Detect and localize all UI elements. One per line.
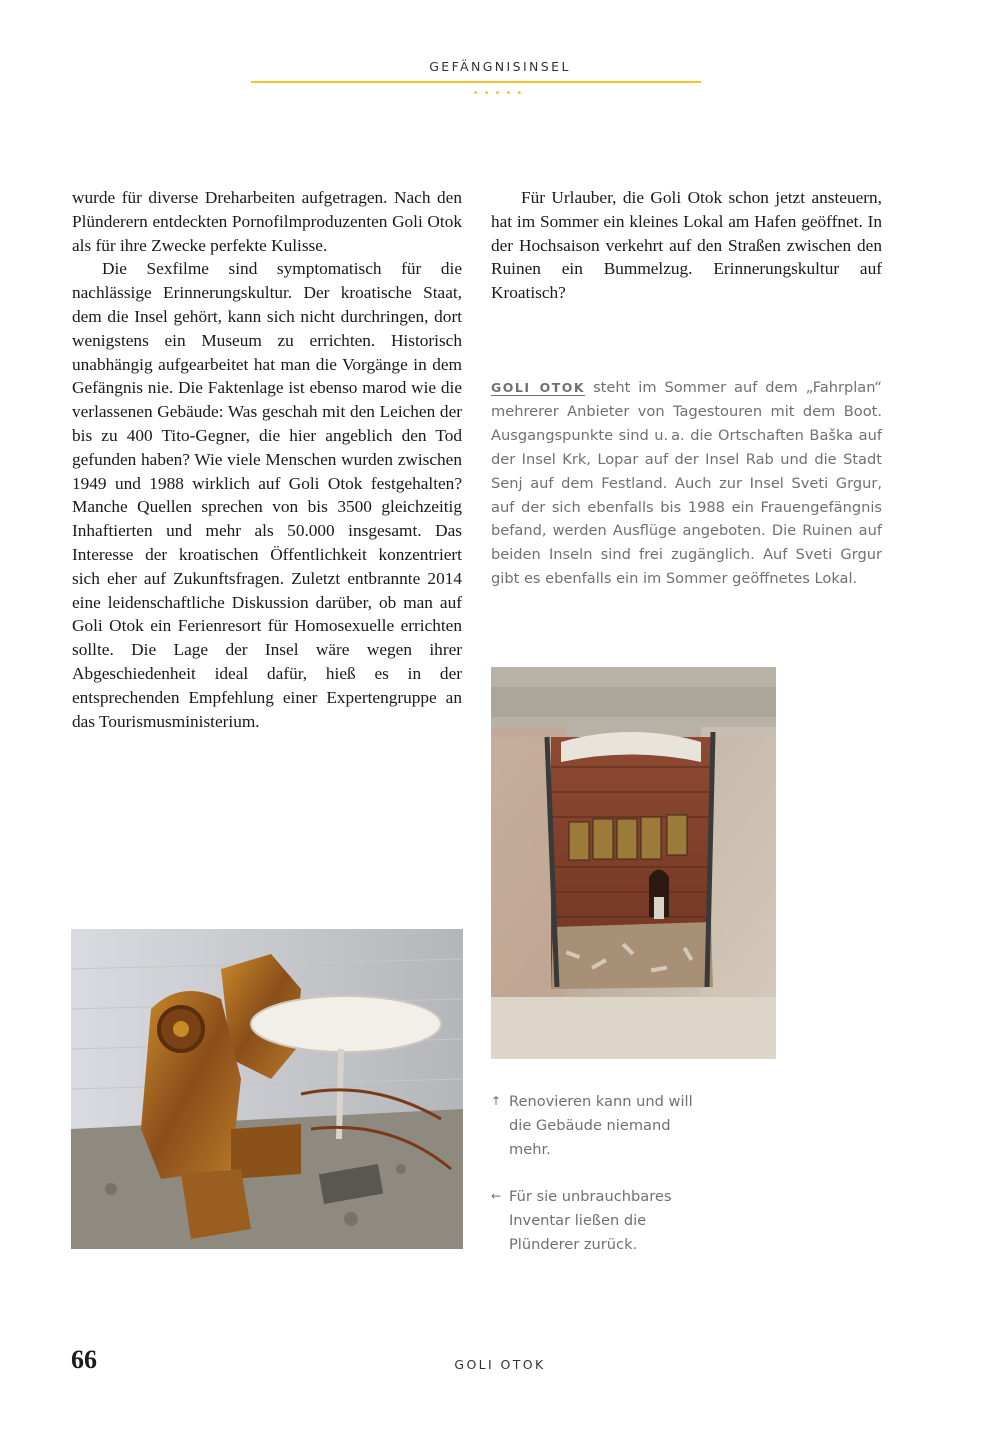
caption-1 xyxy=(491,1090,711,1162)
photo-rusty-chair xyxy=(71,929,463,1249)
header-dots: ••••• xyxy=(472,88,528,99)
info-text: steht im Sommer auf dem „Fahrplan“ mehrerer Anbieter von Tagestouren mit dem Boot. Ausgangspunkte sind u. a. die Ortschaften Baška auf der Insel Krk, Lopar auf der Insel Rab und die Stadt Senj auf dem Festland. Auch zur Insel Sveti Grgur, auf der sich ebenfalls bis 1988 ein Frauengefängnis befand, werden Ausflüge angeboten. Die Ruinen auf beiden Inseln sind frei zugänglich. Auf Sveti Grgur gibt es ebenfalls ein im Sommer geöffnetes Lokal. xyxy=(491,379,882,588)
header-rule xyxy=(251,81,701,83)
body-column-right xyxy=(491,186,882,305)
caption-text: Für sie unbrauchbares Inventar ließen die Plünderer zurück. xyxy=(509,1188,672,1253)
arrow-left-icon: ← xyxy=(491,1189,502,1203)
photo-brick-niche-image xyxy=(491,667,776,1059)
caption-text: Renovieren kann und will die Gebäude niemand mehr. xyxy=(509,1093,693,1158)
info-lead: GOLI OTOK xyxy=(491,380,586,395)
running-header: GEFÄNGNISINSEL xyxy=(429,59,571,74)
info-paragraph xyxy=(491,376,882,591)
paragraph: Die Sexfilme sind symptomatisch für die nachlässige Erinnerungskultur. Der kroatische Staat, dem die Insel gehört, kann sich nicht durchringen, dort wenigstens ein Museum zu errichten. Historisch unabhängig aufgearbeitet hat man die Vorgänge in dem Gefängnis nie. Die Faktenlage ist ebenso marod wie die verlassenen Gebäude: Was geschah mit den Leichen der bis zu 400 Tito-Gegner, die hier angeblich den Tod gefunden haben? Wie viele Menschen wurden zwischen 1949 und 1988 wirklich auf Goli Otok festgehalten? Manche Quellen sprechen von bis 3500 gleichzeitig Inhaftierten und mehr als 50.000 insgesamt. Das Interesse der kroatischen Öffentlichkeit konzentriert sich eher auf Zukunftsfragen. Zuletzt entbrannte 2014 eine leidenschaftliche Diskussion darüber, ob man auf Goli Otok ein Ferienresort für Homosexuelle errichten sollte. Die Lage der Insel wäre wegen ihrer Abgeschiedenheit ideal dafür, hieß es in der entsprechenden Empfehlung einer Expertengruppe an das Tourismusministerium. xyxy=(72,259,462,731)
photo-rusty-chair-image xyxy=(71,929,463,1249)
caption-2 xyxy=(491,1185,711,1257)
paragraph: wurde für diverse Dreharbeiten aufgetragen. Nach den Plünderern entdeckten Pornofilmproduzenten Goli Otok als für ihre Zwecke perfekte Kulisse. xyxy=(72,188,462,255)
arrow-up-icon: ↑ xyxy=(491,1094,502,1108)
body-column-left xyxy=(72,186,462,733)
photo-brick-niche xyxy=(491,667,776,1059)
page-number: 66 xyxy=(71,1345,97,1374)
info-box xyxy=(491,376,882,591)
paragraph: Für Urlauber, die Goli Otok schon jetzt ansteuern, hat im Sommer ein kleines Lokal am Hafen geöffnet. In der Hochsaison verkehrt auf den Straßen zwischen den Ruinen ein Bummelzug. Erinnerungskultur auf Kroatisch? xyxy=(491,188,882,303)
running-footer: GOLI OTOK xyxy=(454,1357,546,1372)
